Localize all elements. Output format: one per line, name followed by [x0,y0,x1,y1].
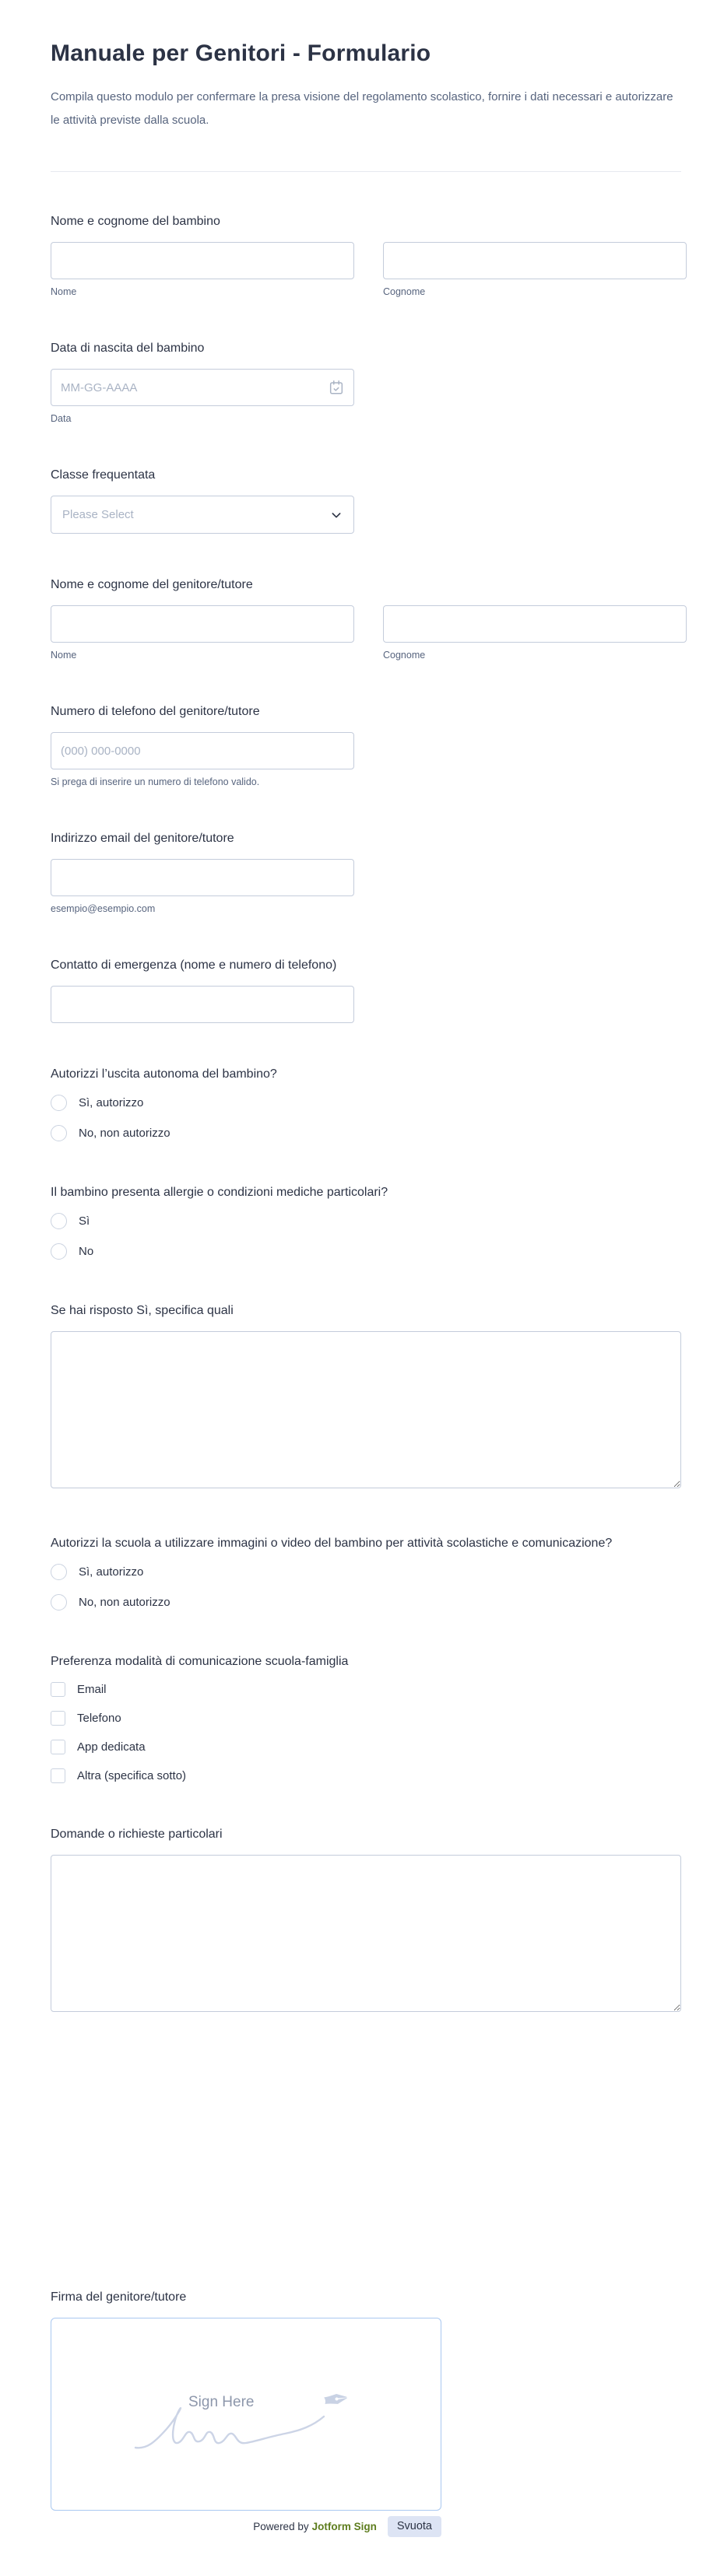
radio-label: No, non autorizzo [79,1127,170,1140]
section-class [51,468,681,534]
last-name-col [383,605,687,661]
first-name-sublabel: Nome [51,650,77,661]
field-label: Nome e cognome del genitore/tutore [51,578,253,591]
first-name-sublabel: Nome [51,286,77,297]
field-label: Se hai risposto Sì, specifica quali [51,1304,234,1317]
parent-last-name-input[interactable] [383,605,687,643]
field-label: Contatto di emergenza (nome e numero di telefono) [51,959,337,972]
radio-button[interactable] [51,1564,67,1580]
clear-signature-button[interactable]: Svuota [388,2516,441,2537]
checkbox[interactable] [51,1740,65,1754]
class-select[interactable] [51,496,354,534]
radio-button[interactable] [51,1213,67,1229]
last-name-sublabel: Cognome [383,650,426,661]
checkbox[interactable] [51,1768,65,1783]
phone-input[interactable] [51,732,354,769]
section-questions [51,1827,681,2016]
chevron-down-icon [330,509,343,521]
field-label: Il bambino presenta allergie o condizioni mediche particolari? [51,1186,388,1199]
radio-button[interactable] [51,1095,67,1111]
checkbox-label: Email [77,1683,107,1696]
radio-option [51,1243,681,1260]
field-label: Domande o richieste particolari [51,1828,223,1841]
section-communication-preference [51,1654,681,1783]
allergy-details-textarea[interactable] [51,1331,681,1488]
date-sublabel: Data [51,413,72,424]
section-media-authorization [51,1536,681,1610]
checkbox-label: App dedicata [77,1740,146,1754]
name-row [51,242,681,297]
section-birth-date [51,341,681,424]
checkbox-option [51,1740,681,1754]
form-header [51,0,681,172]
section-signature [51,2290,681,2537]
section-allergies [51,1185,681,1260]
checkbox-label: Telefono [77,1712,121,1725]
signature-pad[interactable] [51,2318,441,2511]
field-label: Firma del genitore/tutore [51,2290,187,2304]
first-name-col [51,605,354,661]
section-phone [51,704,681,787]
questions-textarea[interactable] [51,1855,681,2012]
radio-label: Sì, autorizzo [79,1096,144,1109]
section-exit-authorization [51,1067,681,1141]
field-label: Nome e cognome del bambino [51,215,220,228]
field-label: Autorizzi l’uscita autonoma del bambino? [51,1067,277,1081]
checkbox[interactable] [51,1682,65,1697]
form-body [51,172,681,2537]
radio-option [51,1594,681,1610]
checkbox-option [51,1768,681,1783]
emergency-contact-input[interactable] [51,986,354,1023]
child-first-name-input[interactable] [51,242,354,279]
page-break-spacer [51,2059,681,2290]
radio-option [51,1095,681,1111]
radio-label: No [79,1245,94,1258]
last-name-sublabel: Cognome [383,286,426,297]
checkbox[interactable] [51,1711,65,1726]
radio-option [51,1125,681,1141]
section-parent-name [51,577,681,661]
section-email [51,831,681,914]
checkbox-option [51,1711,681,1726]
checkbox-label: Altra (specifica sotto) [77,1769,187,1782]
page-subtitle: Compila questo modulo per confermare la presa visione del regolamento scolastico, fornire i dati necessari e autorizzare le attività previste dalla scuola. [51,90,673,127]
child-last-name-input[interactable] [383,242,687,279]
signature-footer [51,2516,441,2537]
parent-first-name-input[interactable] [51,605,354,643]
field-label: Numero di telefono del genitore/tutore [51,705,260,718]
radio-option [51,1213,681,1229]
email-sublabel: esempio@esempio.com [51,903,156,914]
jotform-sign-brand: Jotform Sign [311,2521,377,2532]
section-emergency-contact [51,958,681,1023]
first-name-col [51,242,354,297]
radio-label: Sì, autorizzo [79,1565,144,1579]
section-child-name [51,214,681,297]
powered-by-text: Powered by [253,2521,309,2532]
radio-label: Sì [79,1214,90,1228]
select-value: Please Select [62,508,134,521]
radio-button[interactable] [51,1594,67,1610]
section-allergy-details [51,1303,681,1492]
last-name-col [383,242,687,297]
field-label: Classe frequentata [51,468,156,482]
email-input[interactable] [51,859,354,896]
field-label: Preferenza modalità di comunicazione scuola-famiglia [51,1655,349,1668]
field-label: Indirizzo email del genitore/tutore [51,832,234,845]
page-title: Manuale per Genitori - Formulario [51,40,431,66]
radio-option [51,1564,681,1580]
sign-here-placeholder: Sign Here [188,2394,255,2410]
radio-button[interactable] [51,1125,67,1141]
fountain-pen-icon: ✒ [319,2379,353,2420]
phone-sublabel: Si prega di inserire un numero di telefono valido. [51,776,260,787]
field-label: Autorizzi la scuola a utilizzare immagini o video del bambino per attività scolastiche e comunicazione? [51,1537,613,1550]
date-input-wrap [51,369,354,406]
radio-label: No, non autorizzo [79,1596,170,1609]
radio-button[interactable] [51,1243,67,1260]
name-row [51,605,681,661]
birth-date-input[interactable] [51,369,354,406]
field-label: Data di nascita del bambino [51,342,205,355]
checkbox-option [51,1682,681,1697]
